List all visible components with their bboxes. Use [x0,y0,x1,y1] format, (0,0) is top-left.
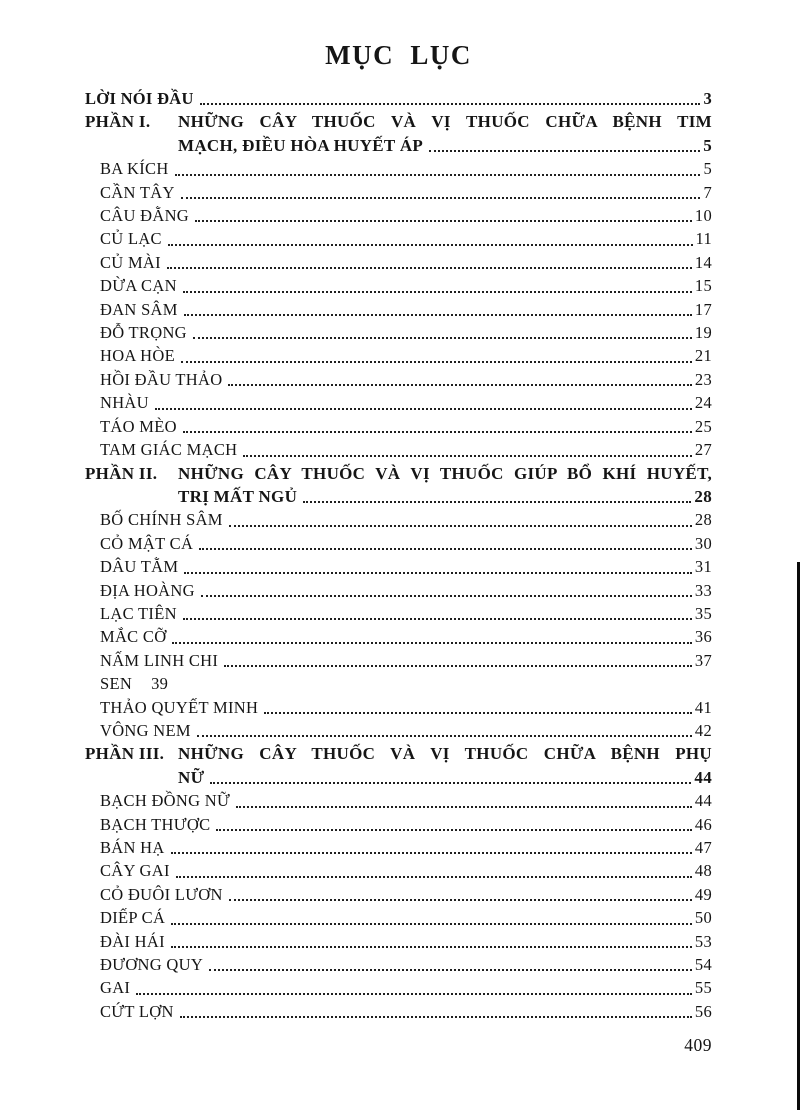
toc-entry [85,649,712,672]
toc-part-title-line1: NHỮNG CÂY THUỐC VÀ VỊ THUỐC CHỮA BỆNH PHỤ [178,744,712,764]
toc-entry-page: 7 [703,182,712,202]
toc-part-title-line2: MẠCH, ĐIỀU HÒA HUYẾT ÁP [178,135,424,155]
toc-entry [85,836,712,859]
toc-entry-page: 53 [694,931,712,951]
toc-entry-label: BẠCH ĐỒNG NỮ [100,791,231,811]
toc-entry-label: BỐ CHÍNH SÂM [100,510,223,530]
toc-entry-label: CỦ LẠC [100,229,162,249]
toc-part-page: 5 [703,135,712,155]
dot-leader [199,548,692,550]
toc-entry-label: BÁN HẠ [100,838,165,857]
toc-entry [85,555,712,578]
toc-entry-label: HỒI ĐẦU THẢO [100,369,223,389]
toc-entry [85,251,712,274]
toc-entry-page: 23 [694,369,712,389]
toc-entry [85,813,712,836]
dot-leader [216,829,692,831]
toc-entry-label: THẢO QUYẾT MINH [100,697,259,717]
toc-entry [85,321,712,344]
toc-entry-page: 47 [694,838,712,857]
dot-leader [303,501,691,503]
toc-entry-label: VÔNG NEM [100,720,191,740]
toc-part-title-line1: NHỮNG CÂY THUỐC VÀ VỊ THUỐC CHỮA BỆNH TIM [178,112,712,132]
dot-leader [183,291,692,293]
dot-leader [183,431,692,433]
toc-entry-page: 11 [695,229,712,249]
dot-leader [229,899,692,901]
toc-entry-label: SEN [100,674,133,694]
toc-entry [85,906,712,929]
toc-entry-label: HOA HÒE [100,346,175,366]
dot-leader [168,244,693,246]
toc-entry [85,625,712,648]
dot-leader [209,969,692,971]
toc-entry [85,672,712,695]
toc-part-title-line2: NỮ [178,767,205,787]
toc-entry-page: 33 [694,580,712,600]
toc-entry [85,391,712,414]
toc-entry [85,204,712,227]
toc-entry-page: 35 [694,603,712,623]
toc-entry [85,157,712,180]
toc-entry [85,859,712,882]
toc-entry-page: 54 [694,955,712,975]
dot-leader [224,665,692,667]
toc-entry-label: TAM GIÁC MẠCH [100,440,238,460]
toc-entry [85,415,712,438]
toc-entry-page: 14 [694,252,712,272]
dot-leader [197,735,692,737]
dot-leader [200,103,701,105]
toc-entry-label: CỨT LỢN [100,1001,174,1021]
dot-leader [176,876,692,878]
toc-entry-page: 25 [694,416,712,436]
toc-entry [85,87,712,110]
toc-entry-label: LỜI NÓI ĐẦU [85,89,194,108]
table-of-contents [85,87,712,1023]
toc-entry-page: 37 [694,650,712,670]
toc-entry-page: 17 [694,299,712,319]
toc-entry-page: 41 [694,697,712,717]
toc-entry [85,532,712,555]
toc-entry [85,274,712,297]
toc-entry-label: DỪA CẠN [100,276,177,296]
dot-leader [184,314,692,316]
toc-entry-page: 48 [694,861,712,881]
toc-part-label: PHẦN III. [85,744,165,764]
toc-entry [85,579,712,602]
toc-entry-page: 36 [694,627,712,647]
toc-entry-page: 50 [694,908,712,928]
toc-part-title [178,110,712,157]
toc-entry-page: 3 [703,89,712,108]
dot-leader [243,455,692,457]
dot-leader [181,361,692,363]
toc-entry-page: 28 [694,510,712,530]
toc-entry [85,438,712,461]
toc-entry-page: 39 [151,674,169,694]
toc-entry-page: 10 [694,206,712,226]
toc-entry-label: ĐÀI HÁI [100,931,165,951]
folio-page-number: 409 [684,1035,712,1056]
dot-leader [175,174,701,176]
dot-leader [183,618,692,620]
toc-entry [85,719,712,742]
toc-entry-label: CỎ MẬT CÁ [100,533,194,553]
toc-entry-page: 21 [694,346,712,366]
toc-part-label: PHẦN II. [85,463,158,483]
toc-entry [85,181,712,204]
toc-entry [85,368,712,391]
toc-entry [85,602,712,625]
toc-part-entry [85,742,712,789]
toc-part-label: PHẦN I. [85,112,151,132]
toc-entry-label: NHÀU [100,393,149,413]
toc-entry-label: TÁO MÈO [100,416,177,436]
dot-leader [167,267,692,269]
dot-leader [195,220,692,222]
toc-part-page: 44 [694,767,712,787]
toc-entry-page: 56 [694,1001,712,1021]
toc-entry-label: BA KÍCH [100,159,169,179]
toc-entry-page: 24 [694,393,712,413]
toc-entry-label: DIẾP CÁ [100,908,166,928]
dot-leader [171,946,692,948]
dot-leader [136,993,692,995]
dot-leader [171,852,692,854]
dot-leader [229,525,692,527]
toc-entry-page: 55 [694,978,712,998]
dot-leader [172,642,691,644]
toc-entry [85,696,712,719]
toc-entry-label: ĐAN SÂM [100,299,178,319]
toc-part-title [178,742,712,789]
toc-part-entry [85,462,712,509]
toc-entry-label: CÂY GAI [100,861,170,881]
toc-entry-page: 44 [694,791,712,811]
dot-leader [184,572,692,574]
toc-entry-label: CỎ ĐUÔI LƯƠN [100,884,223,904]
dot-leader [236,806,692,808]
dot-leader [210,782,691,784]
toc-entry-page: 46 [694,814,712,834]
dot-leader [201,595,692,597]
toc-entry-label: CỦ MÀI [100,252,161,272]
dot-leader [264,712,692,714]
toc-entry [85,930,712,953]
toc-entry-label: LẠC TIÊN [100,603,177,623]
dot-leader [155,408,692,410]
toc-entry-label: MẮC CỠ [100,627,167,647]
toc-entry [85,227,712,250]
dot-leader [193,337,692,339]
toc-entry [85,344,712,367]
dot-leader [171,923,692,925]
toc-entry-label: GAI [100,978,131,998]
toc-entry-page: 19 [694,323,712,343]
toc-part-entry [85,110,712,157]
toc-entry-page: 49 [694,884,712,904]
toc-part-title-line2: TRỊ MẤT NGỦ [178,486,298,506]
toc-part-page: 28 [694,486,712,506]
toc-entry-label: ĐỖ TRỌNG [100,323,187,343]
toc-entry [85,883,712,906]
toc-entry [85,508,712,531]
page-title: MỤC LỤC [325,40,472,70]
toc-entry [85,953,712,976]
toc-entry-label: NẤM LINH CHI [100,650,219,670]
toc-entry [85,976,712,999]
toc-entry-page: 5 [703,159,712,179]
toc-entry-page: 15 [694,276,712,296]
toc-part-title-line1: NHỮNG CÂY THUỐC VÀ VỊ THUỐC GIÚP BỔ KHÍ HUYẾT, [178,463,712,483]
toc-entry-page: 27 [694,440,712,460]
toc-entry [85,789,712,812]
toc-entry-page: 31 [694,557,712,577]
toc-entry-label: BẠCH THƯỢC [100,814,211,834]
toc-entry-page: 30 [694,533,712,553]
toc-entry [85,298,712,321]
toc-entry-label: CẦN TÂY [100,182,175,202]
toc-part-title [178,462,712,509]
dot-leader [180,1016,692,1018]
toc-entry-page: 42 [694,720,712,740]
toc-entry [85,1000,712,1023]
dot-leader [228,384,691,386]
toc-entry-label: ĐƯƠNG QUY [100,955,204,975]
dot-leader [181,197,701,199]
toc-entry-label: DÂU TẰM [100,557,179,577]
dot-leader [429,150,700,152]
toc-entry-label: ĐỊA HOÀNG [100,580,195,600]
toc-entry-label: CÂU ĐẰNG [100,206,190,226]
